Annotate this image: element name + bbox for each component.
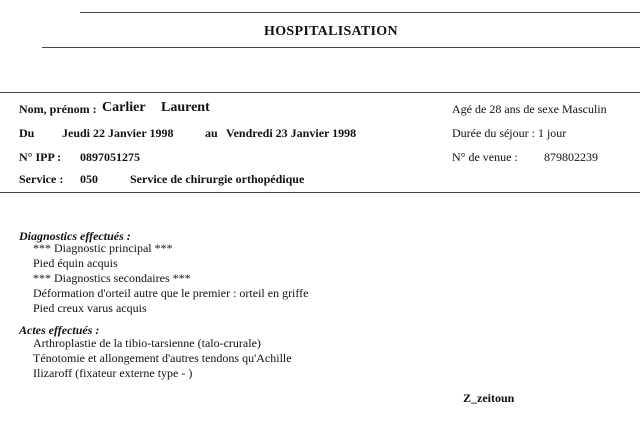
title-rule: [42, 47, 640, 48]
diagnostics-heading: Diagnostics effectués :: [19, 229, 131, 243]
list-item: Arthroplastie de la tibio-tarsienne (talo-crurale): [33, 336, 261, 350]
age-sex-text: Agé de 28 ans de sexe Masculin: [452, 102, 607, 116]
acts-heading: Actes effectués :: [19, 323, 100, 337]
to-label: au: [205, 126, 218, 140]
page-title: HOSPITALISATION: [264, 24, 398, 39]
patient-first-name: Laurent: [161, 100, 210, 115]
list-item: Ilizaroff (fixateur externe type - ): [33, 366, 193, 380]
diagnostics-list: [33, 241, 309, 316]
ipp-value: 0897051275: [80, 150, 140, 164]
list-item: *** Diagnostics secondaires ***: [33, 271, 191, 285]
from-date: Jeudi 22 Janvier 1998: [62, 126, 174, 140]
name-label: Nom, prénom :: [19, 102, 97, 116]
from-label: Du: [19, 126, 35, 140]
venue-label: N° de venue :: [452, 150, 518, 164]
list-item: Pied creux varus acquis: [33, 301, 147, 315]
service-name: Service de chirurgie orthopédique: [130, 172, 305, 186]
header-top-rule: [0, 92, 640, 93]
list-item: Pied équin acquis: [33, 256, 118, 270]
list-item: Déformation d'orteil autre que le premier : orteil en griffe: [33, 286, 309, 300]
acts-list: [33, 336, 292, 381]
list-item: *** Diagnostic principal ***: [33, 241, 173, 255]
to-date: Vendredi 23 Janvier 1998: [226, 126, 357, 140]
venue-value: 879802239: [544, 150, 598, 164]
ipp-label: N° IPP :: [19, 150, 62, 164]
stay-duration-text: Durée du séjour : 1 jour: [452, 126, 567, 140]
service-label: Service :: [19, 172, 64, 186]
header-bottom-rule: [0, 192, 640, 193]
patient-last-name: Carlier: [102, 100, 146, 115]
list-item: Ténotomie et allongement d'autres tendons qu'Achille: [33, 351, 292, 365]
top-rule: [80, 12, 640, 13]
signature: Z_zeitoun: [463, 391, 515, 405]
service-code: 050: [80, 172, 98, 186]
